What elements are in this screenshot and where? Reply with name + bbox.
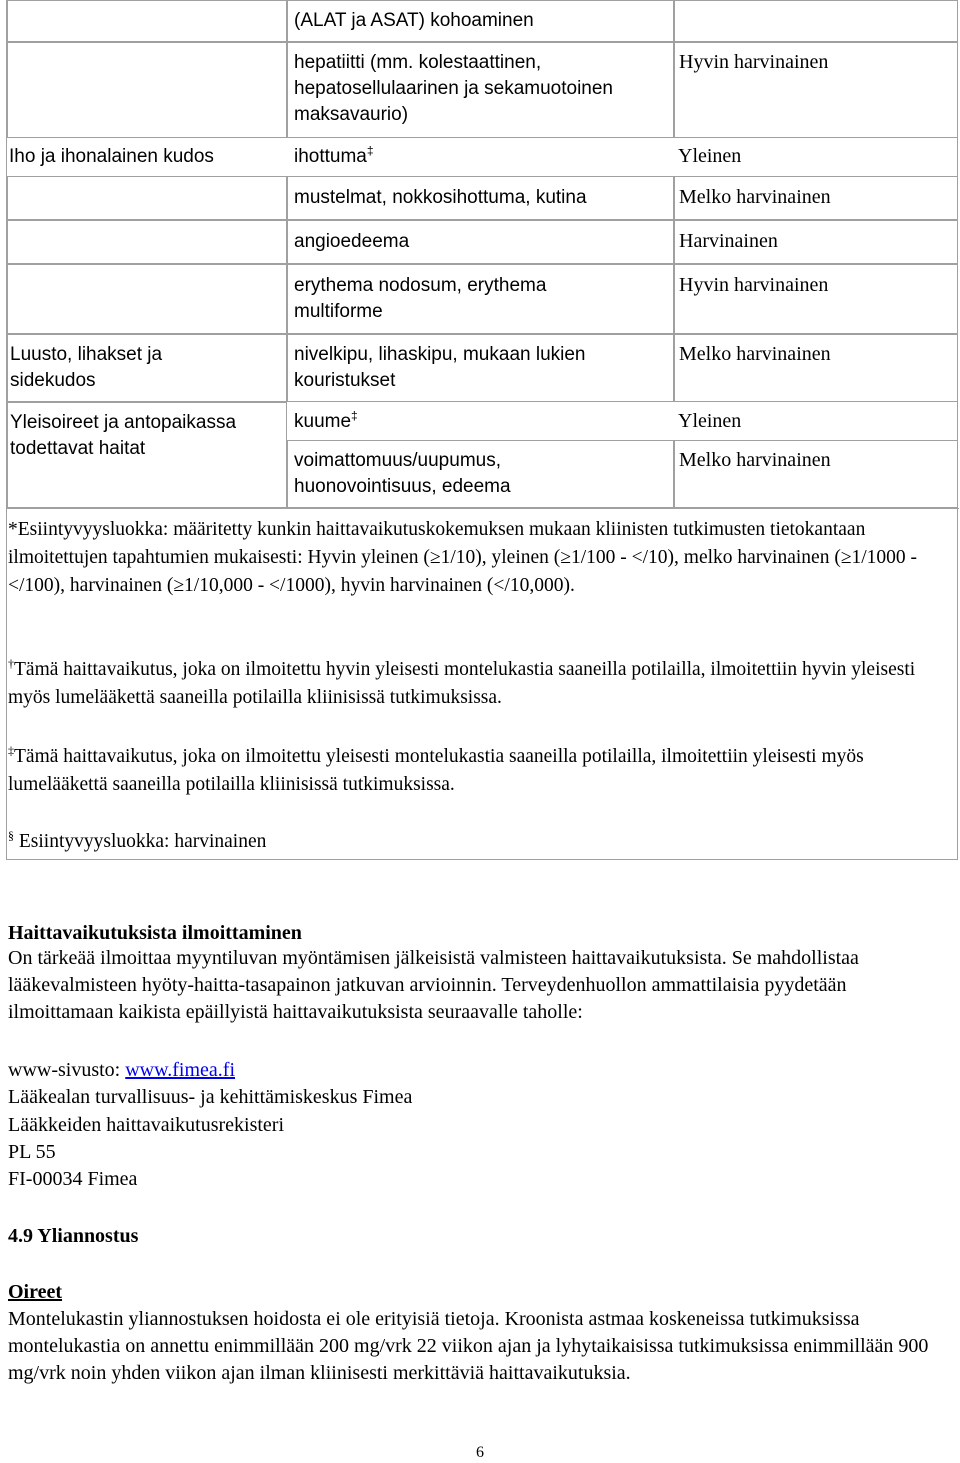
effect-text: mustelmat, nokkosihottuma, kutina [294,187,587,208]
effect-text: hepatiitti (mm. kolestaattinen, hepatosellulaarinen ja sekamuotoinen maksavaurio) [294,52,614,125]
organ-text: Yleisoireet ja antopaikassa todettavat haitat [10,412,237,459]
effect-text: voimattomuus/uupumus, huonovointisuus, edeema [294,450,511,497]
table-cell-freq [676,140,960,174]
table-cell-organ [7,176,287,220]
adverse-effects-table [6,0,958,860]
symptoms-subheading: Oireet [8,1281,63,1303]
table-cell-effect [287,0,674,42]
effect-text: angioedeema [294,231,410,252]
effect-text: ihottuma‡ [294,143,374,167]
table-divider [7,508,959,509]
table-cell-effect [289,404,674,440]
footnote-dagger: †Tämä haittavaikutus, joka on ilmoitettu hyvin yleisesti montelukastia saaneilla potilailla, ilmoitettiin hyvin yleisesti myös lumelääkettä saaneilla potilailla kliinisissä tutkimuksissa. [8,656,916,708]
address-line: FI-00034 Fimea [8,1168,138,1190]
table-cell-organ [7,220,287,264]
address-line: Lääkealan turvallisuus- ja kehittämiskeskus Fimea [8,1086,413,1108]
effect-text: kuume‡ [294,408,358,432]
double-dagger-mark: ‡ [8,743,14,758]
table-cell-organ [7,264,287,334]
table-cell-effect [287,264,674,334]
freq-text: Melko harvinainen [679,449,831,471]
double-dagger-mark: ‡ [366,143,374,158]
footnote-frequency: *Esiintyvyysluokka: määritetty kunkin haittavaikutuskokemuksen mukaan kliinisten tutkimusten tietokantaan ilmoitettujen tapahtumien mukaisesti: Hyvin yleinen (≥1/10), yleinen (≥1/100 - </10), melko harvinainen (≥1/1000 - </100), harvinainen (≥1/10,000 - </1000), hyvin harvinainen (</10,000). [8,519,918,596]
section-mark: § [8,828,14,843]
table-cell-effect [287,334,674,402]
effect-text: nivelkipu, lihaskipu, mukaan lukien kouristukset [294,344,586,391]
table-cell-freq [674,0,958,42]
page-number: 6 [476,1444,484,1461]
overdose-heading: 4.9 Yliannostus [8,1225,139,1247]
reporting-paragraph: On tärkeää ilmoittaa myyntiluvan myöntämisen jälkeisistä valmisteen haittavaikutuksista. Se mahdollistaa lääkevalmisteen hyöty-haitta-tasapainon jatkuvan arvioinnin. Terveydenhuollon ammattilaisia pyydetään ilmoittamaan kaikista epäillyistä haittavaikutuksista seuraavalle taholle: [8,947,859,1023]
freq-text: Melko harvinainen [679,186,831,208]
organ-text: Luusto, lihakset ja sidekudos [10,344,163,391]
fimea-link[interactable]: www.fimea.fi [125,1059,236,1081]
table-cell-effect [287,42,674,138]
table-cell-organ [7,334,287,402]
table-cell-effect [287,440,674,508]
table-cell-organ [7,42,287,138]
reporting-heading: Haittavaikutuksista ilmoittaminen [8,922,302,944]
dagger-mark: † [8,656,14,671]
table-cell-freq [674,220,958,264]
address-line: PL 55 [8,1141,56,1163]
table-cell-freq [674,176,958,220]
table-cell-organ [7,402,287,508]
table-cell-effect [289,140,676,174]
table-cell-organ [7,140,297,174]
overdose-paragraph: Montelukastin yliannostuksen hoidosta ei ole erityisiä tietoja. Kroonista astmaa koskeneissa tutkimuksissa montelukastia on annettu enimmillään 200 mg/vrk 22 viikon ajan ja lyhytaikaisissa tutkimuksissa enimmillään 900 mg/vrk noin yhden viikon ajan ilman kliinisesti merkittäviä haittavaikutuksia. [8,1308,929,1384]
table-cell-freq [674,334,958,402]
footnote-double-dagger: ‡Tämä haittavaikutus, joka on ilmoitettu yleisesti montelukastia saaneilla potilailla, ilmoitettiin yleisesti myös lumelääkettä saaneilla potilailla kliinisissä tutkimuksissa. [8,743,864,795]
table-cell-effect [287,176,674,220]
freq-text: Yleinen [678,145,742,167]
freq-text: Hyvin harvinainen [679,274,829,296]
table-cell-freq [674,42,958,138]
freq-text: Harvinainen [679,230,778,252]
freq-text: Hyvin harvinainen [679,51,829,73]
reporting-website: www-sivusto: www.fimea.fi [8,1059,236,1081]
table-cell-freq [676,404,960,440]
freq-text: Melko harvinainen [679,343,831,365]
table-cell-effect [287,220,674,264]
effect-text: (ALAT ja ASAT) kohoaminen [294,10,534,31]
organ-text: Iho ja ihonalainen kudos [9,146,214,167]
double-dagger-mark: ‡ [351,408,358,423]
table-cell-freq [674,440,958,508]
table-cell-organ [7,0,287,42]
address-line: Lääkkeiden haittavaikutusrekisteri [8,1114,285,1136]
freq-text: Yleinen [678,410,742,432]
effect-text: erythema nodosum, erythema multiforme [294,275,547,322]
footnote-section: § Esiintyvyysluokka: harvinainen [8,828,267,852]
table-cell-freq [674,264,958,334]
